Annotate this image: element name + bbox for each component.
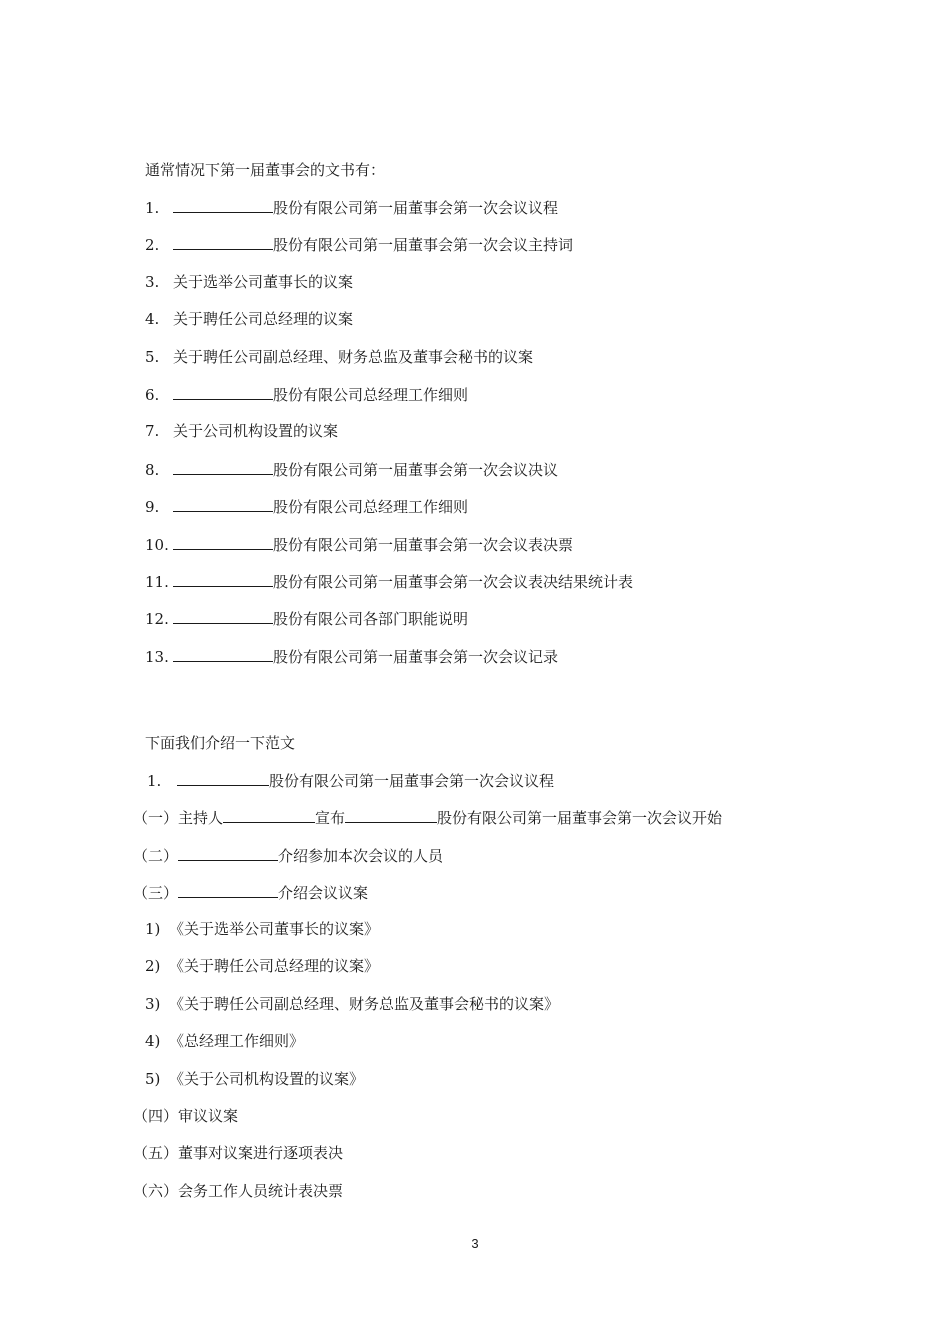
list-item-text: 董事对议案进行逐项表决 <box>178 1144 344 1162</box>
list-number: （一） <box>133 809 179 827</box>
fill-in-blank <box>173 534 273 550</box>
list-number: 4. <box>145 310 160 328</box>
list-item-text: 关于聘任公司总经理的议案 <box>173 310 354 328</box>
list-item <box>145 646 558 666</box>
fill-in-blank <box>178 882 278 898</box>
list-number: 6. <box>145 386 160 404</box>
list-item <box>145 1069 364 1089</box>
list-item-text: 《关于聘任公司副总经理、财务总监及董事会秘书的议案》 <box>169 995 560 1013</box>
list-item <box>145 608 468 628</box>
fill-in-blank <box>345 807 437 823</box>
list-item-text: 《总经理工作细则》 <box>169 1032 305 1050</box>
list-number: （二） <box>133 847 179 865</box>
page-number: 3 <box>471 1236 479 1251</box>
list-number: 12. <box>145 610 169 628</box>
list-number: （六） <box>133 1182 179 1200</box>
list-item-text: 股份有限公司总经理工作细则 <box>273 386 469 404</box>
list-item <box>145 421 338 441</box>
list-item <box>145 272 353 292</box>
list-number: 3) <box>145 995 161 1013</box>
list-item-text: 主持人 <box>178 809 224 827</box>
list-item-text: 股份有限公司第一届董事会第一次会议表决结果统计表 <box>273 573 634 591</box>
list-number: 10. <box>145 536 169 554</box>
list-number: （五） <box>133 1144 179 1162</box>
agenda-item-1 <box>133 807 722 827</box>
list-number: 5. <box>145 348 160 366</box>
fill-in-blank <box>173 571 273 587</box>
agenda-item-6 <box>133 1181 343 1201</box>
list-item <box>145 347 533 367</box>
list-item <box>145 309 353 329</box>
list-item-text: 股份有限公司第一届董事会第一次会议表决票 <box>273 536 574 554</box>
list-number: 2) <box>145 957 161 975</box>
list-item-text: 《关于公司机构设置的议案》 <box>169 1070 365 1088</box>
list-number: （四） <box>133 1107 179 1125</box>
agenda-item-4 <box>133 1106 238 1126</box>
list-item-text: 《关于聘任公司总经理的议案》 <box>169 957 380 975</box>
list-item-text: 关于聘任公司副总经理、财务总监及董事会秘书的议案 <box>173 348 534 366</box>
list-number: 13. <box>145 648 169 666</box>
list-item-text: 股份有限公司第一届董事会第一次会议议程 <box>273 199 559 217</box>
fill-in-blank <box>173 234 273 250</box>
list-item-text: 股份有限公司第一届董事会第一次会议开始 <box>437 809 723 827</box>
sample-intro-text: 下面我们介绍一下范文 <box>145 734 296 752</box>
list-item <box>145 571 633 591</box>
list-item-text: 《关于选举公司董事长的议案》 <box>169 920 380 938</box>
list-number: 1. <box>145 199 160 217</box>
list-number: 9. <box>145 498 160 516</box>
list-item <box>145 496 468 516</box>
fill-in-blank <box>173 459 273 475</box>
list-item-text: 介绍参加本次会议的人员 <box>278 847 444 865</box>
list-item <box>145 384 468 404</box>
list-item <box>145 459 558 479</box>
list-item-text: 会务工作人员统计表决票 <box>178 1182 344 1200</box>
list-item <box>145 956 379 976</box>
list-item-text: 股份有限公司第一届董事会第一次会议议程 <box>269 772 555 790</box>
sample-heading <box>147 770 554 790</box>
list-item-text: 关于公司机构设置的议案 <box>173 422 339 440</box>
agenda-item-2 <box>133 845 443 865</box>
list-item <box>145 197 558 217</box>
list-item-text: 审议议案 <box>178 1107 239 1125</box>
list-item-text: 宣布 <box>315 809 346 827</box>
list-item-text: 股份有限公司各部门职能说明 <box>273 610 469 628</box>
list-number: 7. <box>145 422 160 440</box>
fill-in-blank <box>173 384 273 400</box>
list-item-text: 关于选举公司董事长的议案 <box>173 273 354 291</box>
fill-in-blank <box>178 845 278 861</box>
list-number: 5) <box>145 1070 161 1088</box>
list-number: 3. <box>145 273 160 291</box>
list-item <box>145 994 559 1014</box>
list-item <box>145 534 573 554</box>
list-item-text: 介绍会议议案 <box>278 884 369 902</box>
list-item <box>145 234 573 254</box>
list-number: 1. <box>147 772 162 790</box>
agenda-item-5 <box>133 1143 343 1163</box>
list-number: 8. <box>145 461 160 479</box>
list-item <box>145 1031 304 1051</box>
list-item <box>145 919 379 939</box>
list-number: 11. <box>145 573 169 591</box>
fill-in-blank <box>223 807 315 823</box>
fill-in-blank <box>177 770 269 786</box>
fill-in-blank <box>173 197 273 213</box>
fill-in-blank <box>173 496 273 512</box>
list-number: 1) <box>145 920 161 938</box>
fill-in-blank <box>173 646 273 662</box>
list-item-text: 股份有限公司第一届董事会第一次会议记录 <box>273 648 559 666</box>
list-item-text: 股份有限公司总经理工作细则 <box>273 498 469 516</box>
list-item-text: 股份有限公司第一届董事会第一次会议主持词 <box>273 236 574 254</box>
list-item-text: 股份有限公司第一届董事会第一次会议决议 <box>273 461 559 479</box>
list-number: （三） <box>133 884 179 902</box>
agenda-item-3 <box>133 882 368 902</box>
list-number: 4) <box>145 1032 161 1050</box>
list-number: 2. <box>145 236 160 254</box>
intro-text: 通常情况下第一届董事会的文书有： <box>145 161 386 179</box>
fill-in-blank <box>173 608 273 624</box>
